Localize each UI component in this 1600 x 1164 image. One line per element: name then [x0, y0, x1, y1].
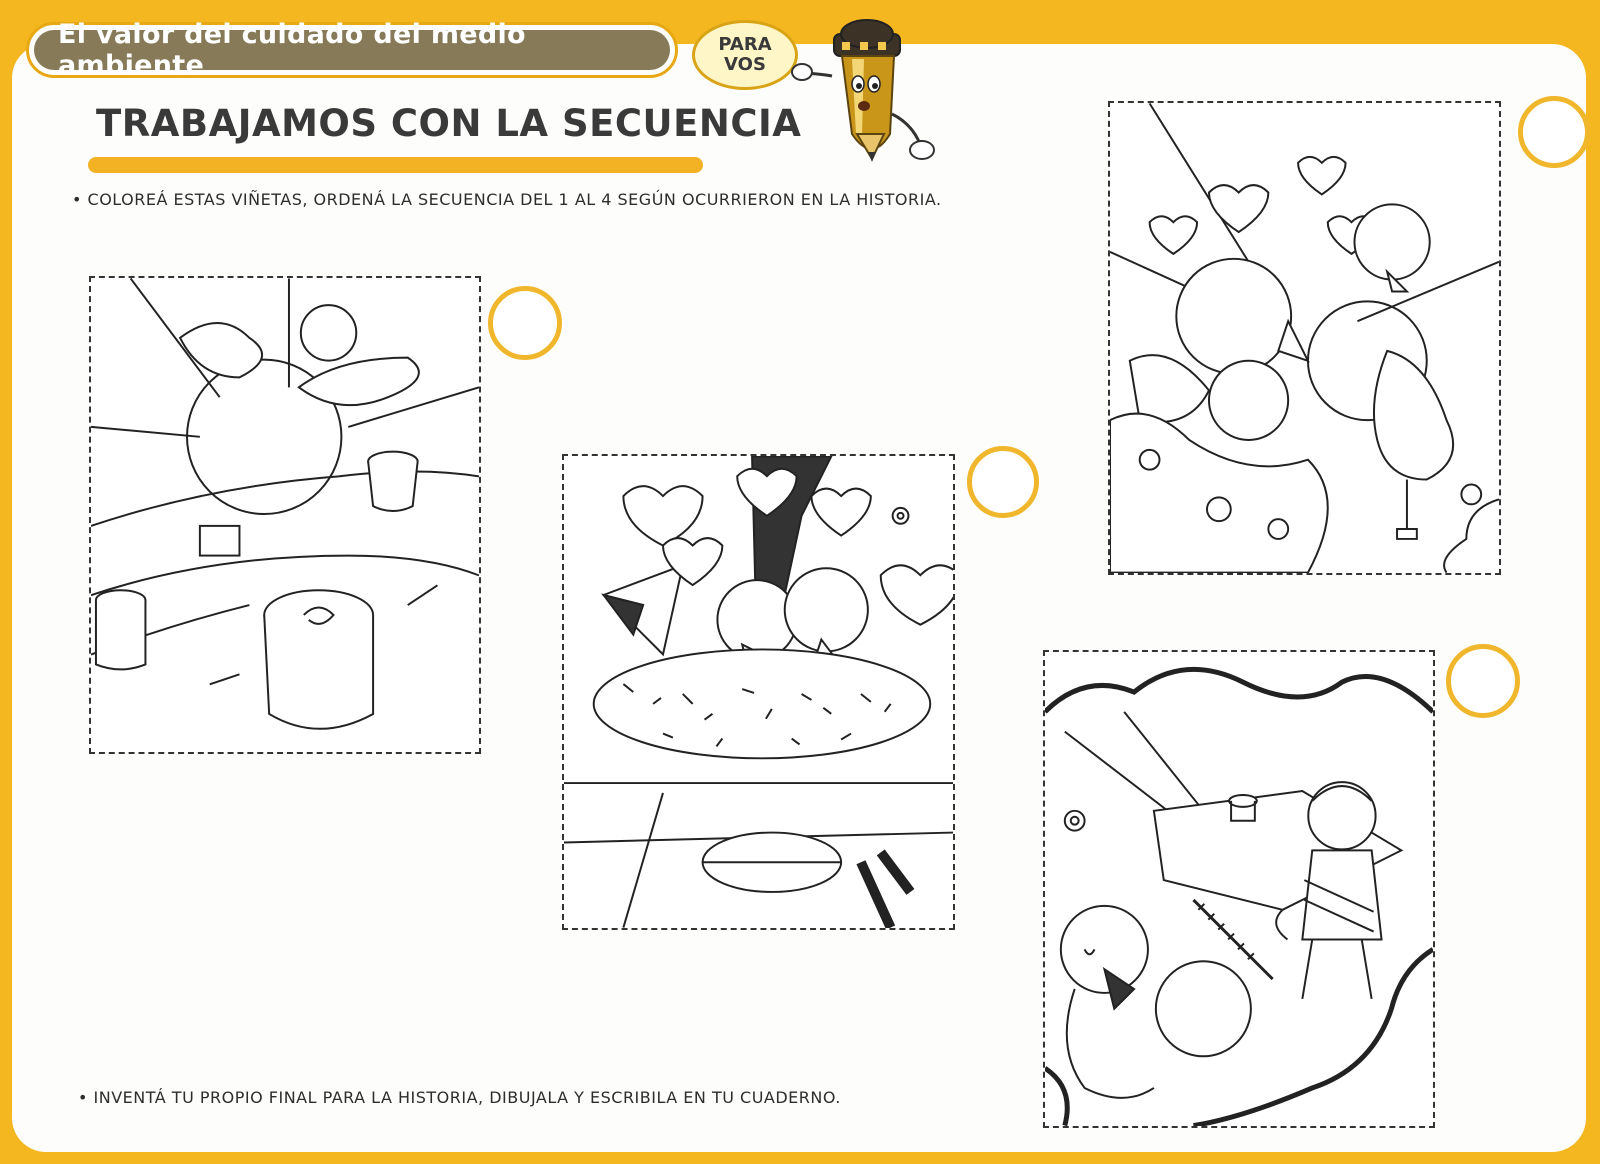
- pencil-mascot: [692, 14, 962, 174]
- sequence-number-circle-3[interactable]: [1518, 96, 1590, 168]
- bubble-text-line2: VOS: [724, 54, 766, 75]
- birds-flying-trees-illustration: [1110, 103, 1499, 573]
- title-underline: [88, 157, 703, 173]
- sequence-number-circle-4[interactable]: [1446, 644, 1520, 718]
- pencil-character-icon: [772, 14, 962, 174]
- section-header: [26, 19, 678, 81]
- bubble-text-line1: PARA: [718, 34, 772, 55]
- section-header-band: [34, 19, 670, 81]
- section-title: El valor del cuidado del medio ambiente: [58, 19, 526, 81]
- comic-panel-flying: [1108, 101, 1501, 575]
- instruction-invent-ending: • INVENTÁ TU PROPIO FINAL PARA LA HISTORIA, DIBUJALA Y ESCRIBILA EN TU CUADERNO.: [78, 1088, 841, 1107]
- sequence-number-circle-1[interactable]: [488, 286, 562, 360]
- page-title: TRABAJAMOS CON LA SECUENCIA: [96, 102, 802, 145]
- sequence-number-circle-2[interactable]: [967, 446, 1039, 518]
- woodcutter-and-crying-bird-illustration: [1045, 652, 1433, 1126]
- instruction-color-sequence: • COLOREÁ ESTAS VIÑETAS, ORDENÁ LA SECUENCIA DEL 1 AL 4 SEGÚN OCURRIERON EN LA HISTORIA.: [72, 190, 942, 209]
- comic-panel-nest: [562, 454, 955, 930]
- comic-panel-stumps: [89, 276, 481, 754]
- birds-over-stumps-illustration: [91, 278, 479, 752]
- comic-panel-woodcutter: [1043, 650, 1435, 1128]
- birds-in-nest-illustration: [564, 456, 953, 928]
